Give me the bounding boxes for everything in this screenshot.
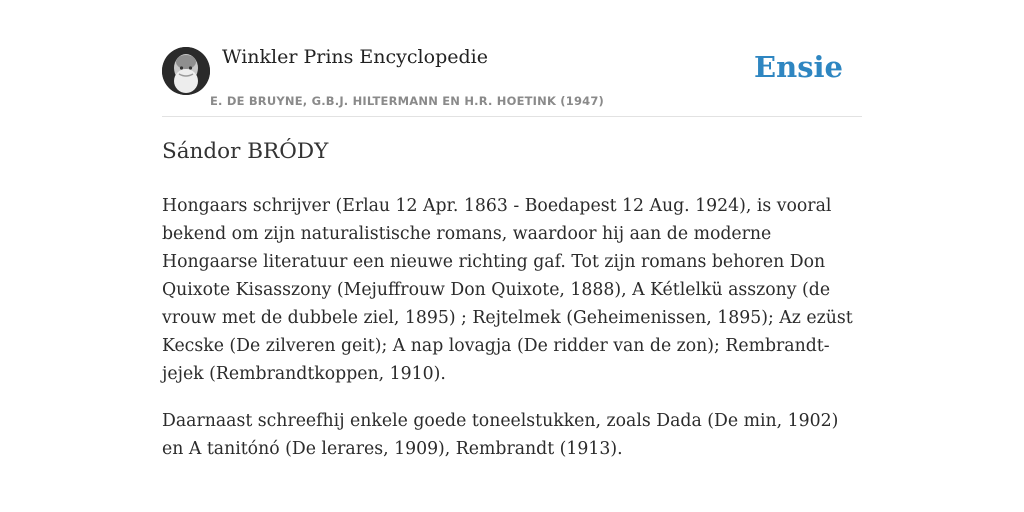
- article-body: [162, 192, 862, 482]
- portrait-image: [162, 47, 210, 95]
- site-header: [162, 44, 862, 117]
- ensie-logo[interactable]: Ensie: [754, 50, 843, 84]
- article-paragraph: Hongaars schrijver (Erlau 12 Apr. 1863 - Boedapest 12 Aug. 1924), is vooral bekend om zijn naturalistische romans, waardoor hij aan de moderne Hongaarse literatuur een nieuwe richting gaf. Tot zijn romans behoren Don Quixote Kisasszony (Mejuffrouw Don Quixote, 1888), A Kétlelkü asszony (de vrouw met de dubbele ziel, 1895) ; Rejtelmek (Geheimenissen, 1895); Az ezüst Kecske (De zilveren geit); A nap lovagja (De ridder van de zon); Rembrandt-jejek (Rembrandtkoppen, 1910).: [162, 196, 853, 384]
- article-title: Sándor BRÓDY: [162, 139, 329, 164]
- author-avatar[interactable]: [162, 47, 210, 95]
- editors-byline: E. DE BRUYNE, G.B.J. HILTERMANN EN H.R. HOETINK (1947): [210, 94, 605, 108]
- site-title[interactable]: Winkler Prins Encyclopedie: [222, 46, 488, 68]
- article-paragraph: Daarnaast schreefhij enkele goede toneelstukken, zoals Dada (De min, 1902) en A tanitónó (De lerares, 1909), Rembrandt (1913).: [162, 411, 839, 459]
